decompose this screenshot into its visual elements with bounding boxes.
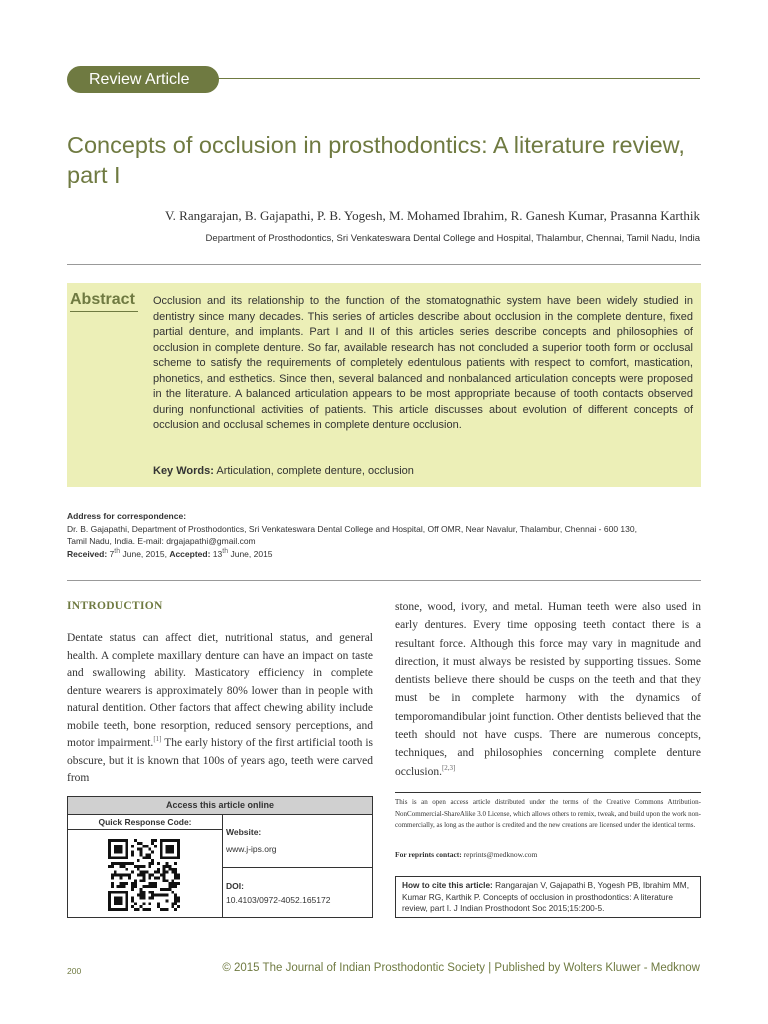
access-box — [67, 796, 373, 918]
cite-text: Rangarajan V, Gajapathi B, Yogesh PB, Ibrahim MM, Kumar RG, Karthik P. Concepts of occlusion in prosthodontics: A literature review, part I. J Indian Prosthodont Soc 2015;15:200-5. — [402, 880, 690, 913]
website-label: Website: — [226, 827, 262, 837]
intro-text-2: stone, wood, ivory, and metal. Human teeth were also used in early dentures. Every time opposing teeth contact there is a resultant force. Although this force may vary in magnitude and direction, it must always be resisted by supporting tissues. Some dentists believe there should be cusps on the teeth and that they must be in complete harmony with the dynamics of temporomandibular joint function. Other dentists believed that the teeth should not have cusps. There are numerous concepts, techniques, and philosophies concerning complete denture occlusion. — [395, 601, 701, 778]
accepted-label: Accepted: — [169, 548, 211, 559]
accepted-rest: June, 2015 — [230, 548, 273, 559]
doi-link[interactable]: 10.4103/0972-4052.165172 — [226, 895, 331, 905]
separator — [67, 580, 701, 581]
correspondence-email: Tamil Nadu, India. E-mail: drgajapathi@gmail.com — [67, 536, 256, 546]
keywords-label: Key Words: — [153, 465, 214, 477]
reprints — [395, 850, 537, 859]
access-box-heading: Access this article online — [68, 797, 372, 815]
cite-box — [395, 876, 701, 918]
cite-label: How to cite this article: — [402, 880, 493, 890]
citation-ref: [1] — [153, 735, 162, 744]
received-rest: June, 2015, — [122, 548, 167, 559]
affiliation: Department of Prosthodontics, Sri Venkateswara Dental College and Hospital, Thalambur, Chennai, Tamil Nadu, India — [205, 233, 700, 244]
correspondence — [67, 510, 707, 560]
website-link[interactable]: www.j-ips.org — [226, 844, 277, 854]
abstract-heading: Abstract — [70, 291, 138, 312]
article-type-badge: Review Article — [67, 66, 219, 93]
page-number: 200 — [67, 966, 82, 976]
accepted-day: 13 — [212, 548, 223, 559]
section-heading: INTRODUCTION — [67, 600, 163, 612]
reprints-email[interactable]: reprints@medknow.com — [463, 850, 538, 859]
reprints-label: For reprints contact: — [395, 850, 462, 859]
keywords-value: Articulation, complete denture, occlusion — [216, 465, 414, 477]
divider — [222, 814, 223, 918]
intro-column-2 — [395, 598, 701, 781]
header-rule — [210, 78, 700, 79]
correspondence-heading: Address for correspondence: — [67, 511, 187, 521]
citation-ref: [2,3] — [441, 763, 456, 772]
intro-text-1a: Dentate status can affect diet, nutritional status, and general health. A complete maxillary denture can have an impact on taste and swallowing ability. Masticatory efficiency in complete denture wearers is approximately 80% lower than in people with natural dentition. Other factors that affect chewing ability include mobile teeth, bone resorption, reduced sensory perceptions, and motor impairment. — [67, 632, 373, 749]
keywords — [153, 465, 693, 477]
license-text: This is an open access article distributed under the terms of the Creative Commons Attribution-NonCommercial-ShareAlike 3.0 License, which allows others to remix, tweak, and build upon the work non-commercially, as long as the author is credited and the new creations are licensed under the identical terms. — [395, 798, 701, 829]
authors: V. Rangarajan, B. Gajapathi, P. B. Yogesh, M. Mohamed Ibrahim, R. Ganesh Kumar, Prasanna Karthik — [164, 208, 700, 223]
footer-credit: © 2015 The Journal of Indian Prosthodontic Society | Published by Wolters Kluwer - Medknow — [222, 962, 700, 974]
abstract-text: Occlusion and its relationship to the function of the stomatognathic system have been widely studied in dentistry since many decades. This series of articles describe about occlusion in the complete denture, fixed partial denture, and implants. Part I and II of this articles series describe concepts and philosophies of occlusion in complete denture. So far, available research has not concluded a superior tooth form or occlusal scheme to satisfy the requirements of completely edentulous patients with respect to comfort, mastication, phonetics, and esthetics. Since then, several balanced and nonbalanced articulation concepts were proposed in the literature. A balanced articulation appears to be most appropriate because of tooth contacts observed during nonfunctional activities of patients. This article discusses about evolution of different concepts of occlusion and occlusal schemes in complete denture occlusion. — [153, 295, 693, 431]
divider — [222, 867, 372, 868]
received-sup: th — [114, 547, 121, 555]
correspondence-address: Dr. B. Gajapathi, Department of Prosthodontics, Sri Venkateswara Dental College and Hospital, Off OMR, Near Navalur, Thalambur, Chennai - 600 130, — [67, 523, 637, 534]
intro-column-1 — [67, 630, 373, 788]
received-label: Received: — [67, 548, 108, 559]
doi-label: DOI: — [226, 881, 244, 891]
accepted-sup: th — [222, 547, 229, 555]
qr-code-icon[interactable] — [108, 839, 180, 911]
dates — [67, 548, 707, 561]
received-day: 7 — [109, 548, 115, 559]
qr-code-label: Quick Response Code: — [68, 815, 222, 830]
intro-text-1b: The early history of the first artificial tooth is obscure, but it is known that 100s of years ago, teeth were carved from — [67, 737, 374, 784]
separator — [395, 792, 701, 793]
separator — [67, 264, 701, 265]
article-title: Concepts of occlusion in prosthodontics: A literature review, part I — [67, 132, 685, 188]
